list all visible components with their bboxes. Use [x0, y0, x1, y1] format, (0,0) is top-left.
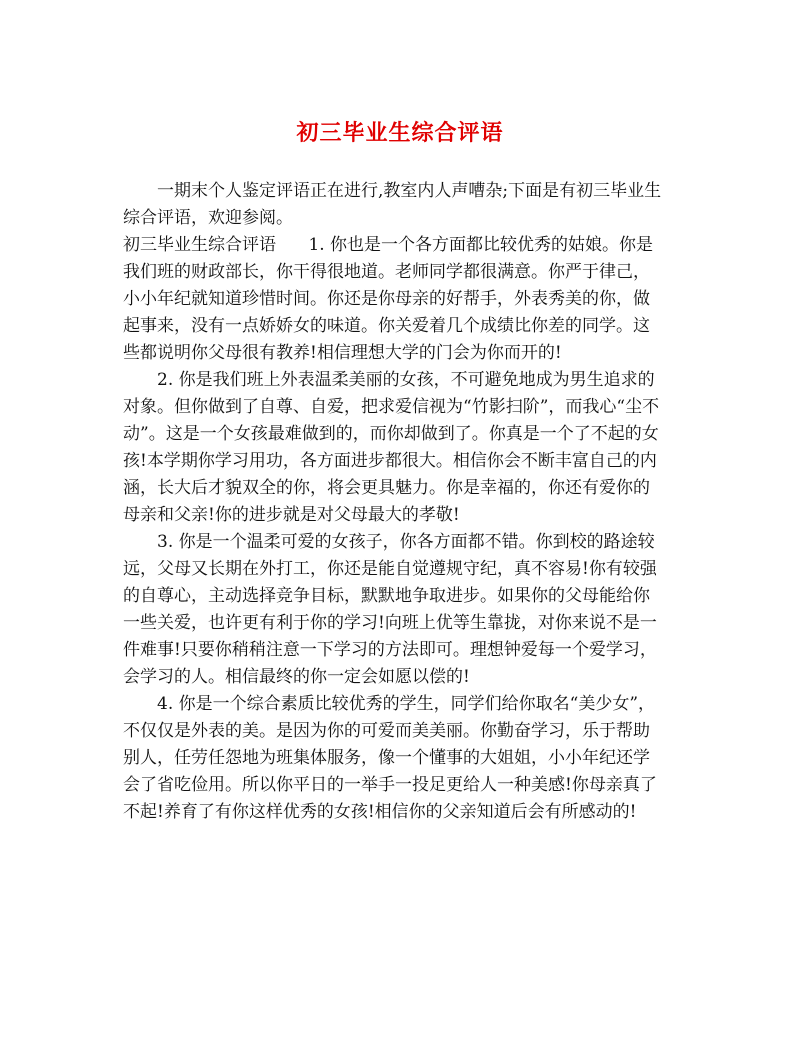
item-1-text: 1. 你也是一个各方面都比较优秀的姑娘。你是我们班的财政部长，你干得很地道。老师同学都很满意。你严于律己，小小年纪就知道珍惜时间。你还是你母亲的好帮手，外表秀美的你，做起事来，没有一点娇娇女的味道。你关爱着几个成绩比你差的同学。这些都说明你父母很有教养!相信理想大学的门会为你而开的! — [123, 235, 654, 363]
item-2-paragraph: 2. 你是我们班上外表温柔美丽的女孩，不可避免地成为男生追求的对象。但你做到了自尊、自爱，把求爱信视为“竹影扫阶”，而我心“尘不动”。这是一个女孩最难做到的，而你却做到了。你真是一个了不起的女孩!本学期你学习用功，各方面进步都很大。相信你会不断丰富自己的内涵，长大后才貌双全的你，将会更具魅力。你是幸福的，你还有爱你的母亲和父亲!你的进步就是对父母最大的孝敬! — [123, 370, 660, 525]
intro-paragraph: 一期末个人鉴定评语正在进行,教室内人声嘈杂;下面是有初三毕业生综合评语，欢迎参阅。 — [123, 181, 662, 228]
item-3-paragraph: 3. 你是一个温柔可爱的女孩子，你各方面都不错。你到校的路途较远，父母又长期在外打工，你还是能自觉遵规守纪，真不容易!你有较强的自尊心，主动选择竞争目标，默默地争取进步。如果你的父母能给你一些关爱，也许更有利于你的学习!向班上优等生靠拢，对你来说不是一件难事!只要你稍稍注意一下学习的方法即可。理想钟爱每一个爱学习，会学习的人。相信最终的你一定会如愿以偿的! — [123, 532, 657, 687]
item-1-paragraph — [123, 232, 663, 367]
document-title: 初三毕业生综合评语 — [296, 120, 504, 146]
section-label: 初三毕业生综合评语 — [123, 235, 276, 255]
document-body — [123, 178, 663, 826]
item-4-paragraph: 4. 你是一个综合素质比较优秀的学生，同学们给你取名“美少女”，不仅仅是外表的美。是因为你的可爱而美美丽。你勤奋学习，乐于帮助别人，任劳任怨地为班集体服务，像一个懂事的大姐姐，小小年纪还学会了省吃俭用。所以你平日的一举手一投足更给人一种美感!你母亲真了不起!养育了有你这样优秀的女孩!相信你的父亲知道后会有所感动的! — [123, 694, 657, 822]
